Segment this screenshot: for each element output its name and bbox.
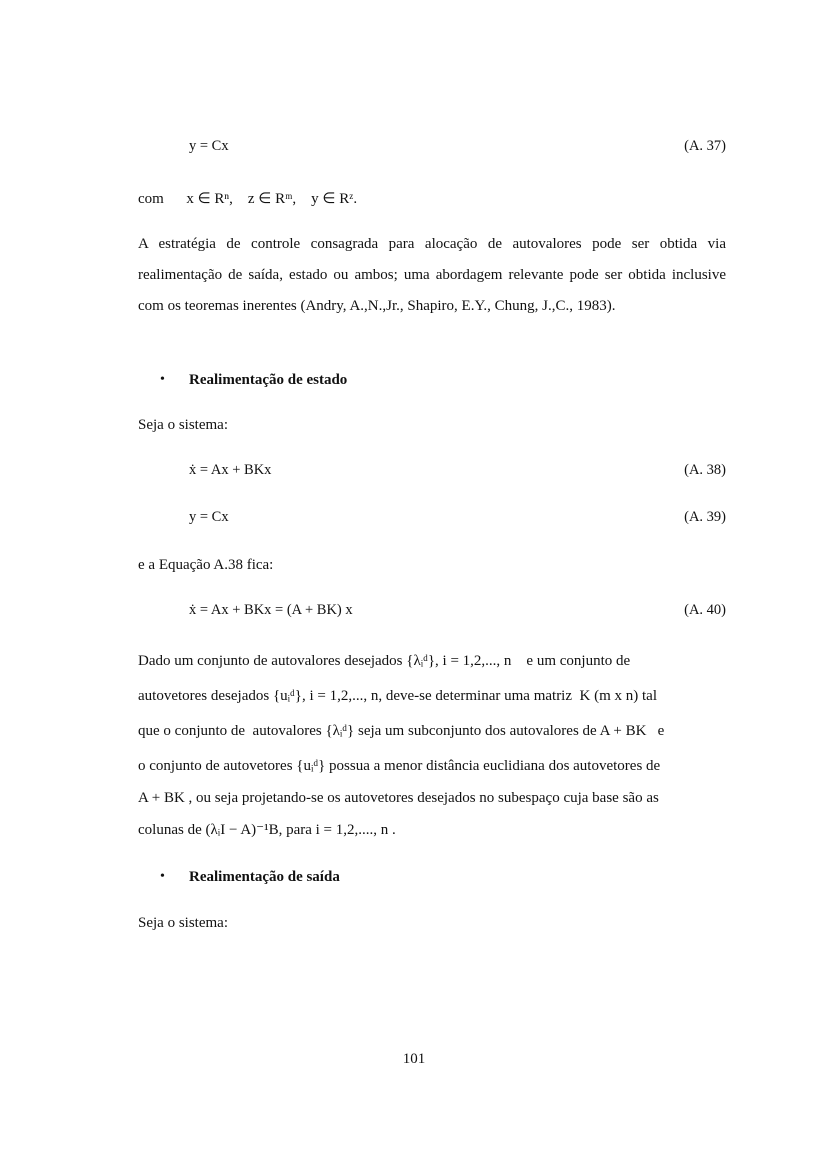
equation-a40-number: (A. 40) <box>684 602 726 618</box>
equation-a40-intro: e a Equação A.38 fica: <box>138 557 274 573</box>
equation-a40: ẋ = Ax + BKx = (A + BK) x <box>189 602 353 618</box>
system-intro-1: Seja o sistema: <box>138 417 228 433</box>
bullet-icon: • <box>160 869 165 884</box>
paragraph-line-1: Dado um conjunto de autovalores desejados {λᵢᵈ}, i = 1,2,..., n e um conjunto de <box>138 653 631 669</box>
bullet-icon: • <box>160 372 165 387</box>
equation-a37-number: (A. 37) <box>684 138 726 154</box>
equation-a38: ẋ = Ax + BKx <box>189 462 272 478</box>
paragraph-line-6: colunas de (λᵢI − A)⁻¹B, para i = 1,2,...., n . <box>138 822 396 838</box>
paragraph-line-2: autovetores desejados {uᵢᵈ}, i = 1,2,..., n, deve-se determinar uma matriz K (m x n) tal <box>138 688 657 704</box>
paragraph-line-5: A + BK , ou seja projetando-se os autovetores desejados no subespaço cuja base são as <box>138 790 659 806</box>
equation-a39: y = Cx <box>189 509 229 525</box>
system-intro-2: Seja o sistema: <box>138 915 228 931</box>
paragraph-line-3: que o conjunto de autovalores {λᵢᵈ} seja um subconjunto dos autovalores de A + BK e <box>138 723 665 739</box>
intro-paragraph: A estratégia de controle consagrada para alocação de autovalores pode ser obtida via realimentação de saída, estado ou ambos; uma abordagem relevante pode ser obtida inclusive com os teoremas inerentes (Andry, A.,N.,Jr., Shapiro, E.Y., Chung, J.,C., 1983). <box>138 236 726 314</box>
equation-a38-number: (A. 38) <box>684 462 726 478</box>
page-number: 101 <box>402 1051 426 1067</box>
equation-a39-number: (A. 39) <box>684 509 726 525</box>
section-heading-output-feedback: Realimentação de saída <box>189 869 340 885</box>
section-heading-state-feedback: Realimentação de estado <box>189 372 348 388</box>
equation-a37: y = Cx <box>189 138 229 154</box>
paragraph-line-4: o conjunto de autovetores {uᵢᵈ} possua a menor distância euclidiana dos autovetores de <box>138 758 661 774</box>
domain-definition-line: com x ∈ Rⁿ, z ∈ Rᵐ, y ∈ Rᶻ. <box>138 191 358 207</box>
